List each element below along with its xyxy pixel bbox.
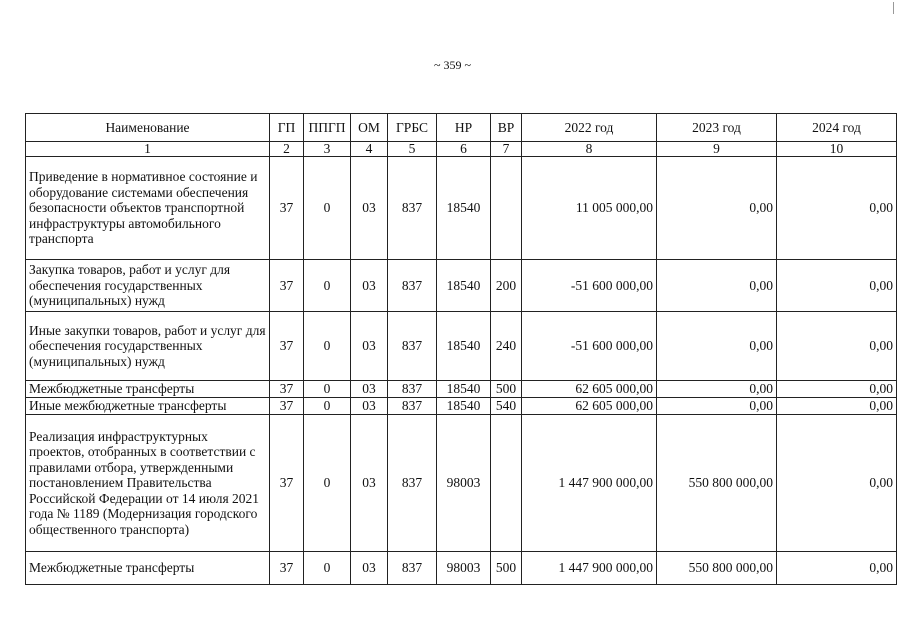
header-ppgp: ППГП <box>304 114 351 142</box>
column-number: 7 <box>491 142 522 157</box>
row-ppgp: 0 <box>304 381 351 398</box>
row-gp: 37 <box>270 312 304 381</box>
row-om: 03 <box>351 398 388 415</box>
table-row <box>26 415 897 552</box>
row-grbs: 837 <box>388 260 437 312</box>
row-2023: 0,00 <box>657 398 777 415</box>
row-2022: -51 600 000,00 <box>522 260 657 312</box>
row-grbs: 837 <box>388 552 437 585</box>
row-2023: 0,00 <box>657 260 777 312</box>
column-number: 4 <box>351 142 388 157</box>
header-gp: ГП <box>270 114 304 142</box>
row-ppgp: 0 <box>304 157 351 260</box>
table-row <box>26 398 897 415</box>
row-grbs: 837 <box>388 398 437 415</box>
row-gp: 37 <box>270 381 304 398</box>
row-2024: 0,00 <box>777 260 897 312</box>
scan-edge-mark <box>893 2 894 14</box>
row-2023: 0,00 <box>657 381 777 398</box>
row-nr: 18540 <box>437 260 491 312</box>
row-grbs: 837 <box>388 157 437 260</box>
table-row <box>26 157 897 260</box>
row-2023: 550 800 000,00 <box>657 552 777 585</box>
row-vr: 500 <box>491 552 522 585</box>
table-row <box>26 381 897 398</box>
row-nr: 18540 <box>437 398 491 415</box>
header-row <box>26 114 897 142</box>
row-om: 03 <box>351 552 388 585</box>
row-ppgp: 0 <box>304 398 351 415</box>
row-nr: 18540 <box>437 157 491 260</box>
header-2022: 2022 год <box>522 114 657 142</box>
row-2022: 62 605 000,00 <box>522 381 657 398</box>
row-gp: 37 <box>270 157 304 260</box>
row-2023: 550 800 000,00 <box>657 415 777 552</box>
row-vr <box>491 157 522 260</box>
row-grbs: 837 <box>388 381 437 398</box>
column-number: 10 <box>777 142 897 157</box>
header-2024: 2024 год <box>777 114 897 142</box>
row-om: 03 <box>351 381 388 398</box>
row-2024: 0,00 <box>777 312 897 381</box>
column-number: 6 <box>437 142 491 157</box>
column-number: 8 <box>522 142 657 157</box>
row-ppgp: 0 <box>304 260 351 312</box>
row-grbs: 837 <box>388 312 437 381</box>
header-om: ОМ <box>351 114 388 142</box>
row-vr: 240 <box>491 312 522 381</box>
row-grbs: 837 <box>388 415 437 552</box>
row-2023: 0,00 <box>657 312 777 381</box>
row-nr: 98003 <box>437 552 491 585</box>
row-2024: 0,00 <box>777 381 897 398</box>
row-vr <box>491 415 522 552</box>
table-row <box>26 260 897 312</box>
row-nr: 18540 <box>437 312 491 381</box>
row-name: Приведение в нормативное состояние и оборудование системами обеспечения безопасности объектов транспортной инфраструктуры автомобильного транспорта <box>26 157 270 260</box>
header-name: Наименование <box>26 114 270 142</box>
row-2022: -51 600 000,00 <box>522 312 657 381</box>
row-nr: 18540 <box>437 381 491 398</box>
header-vr: ВР <box>491 114 522 142</box>
row-2022: 62 605 000,00 <box>522 398 657 415</box>
row-2023: 0,00 <box>657 157 777 260</box>
row-gp: 37 <box>270 415 304 552</box>
row-gp: 37 <box>270 260 304 312</box>
column-number: 1 <box>26 142 270 157</box>
row-2024: 0,00 <box>777 415 897 552</box>
row-gp: 37 <box>270 398 304 415</box>
row-om: 03 <box>351 260 388 312</box>
header-nr: НР <box>437 114 491 142</box>
page-number: ~ 359 ~ <box>434 58 471 72</box>
table-row <box>26 552 897 585</box>
header-grbs: ГРБС <box>388 114 437 142</box>
row-ppgp: 0 <box>304 415 351 552</box>
header-2023: 2023 год <box>657 114 777 142</box>
row-name: Закупка товаров, работ и услуг для обеспечения государственных (муниципальных) нужд <box>26 260 270 312</box>
column-number: 3 <box>304 142 351 157</box>
row-name: Реализация инфраструктурных проектов, отобранных в соответствии с правилами отбора, утвержденными постановлением Правительства Российской Федерации от 14 июля 2021 года № 1189 (Модернизация городского общественного транспорта) <box>26 415 270 552</box>
budget-table <box>25 113 897 585</box>
row-om: 03 <box>351 415 388 552</box>
row-om: 03 <box>351 312 388 381</box>
row-om: 03 <box>351 157 388 260</box>
row-name: Иные закупки товаров, работ и услуг для обеспечения государственных (муниципальных) нужд <box>26 312 270 381</box>
row-2024: 0,00 <box>777 552 897 585</box>
column-number: 5 <box>388 142 437 157</box>
row-gp: 37 <box>270 552 304 585</box>
row-name: Иные межбюджетные трансферты <box>26 398 270 415</box>
column-number-row <box>26 142 897 157</box>
row-2024: 0,00 <box>777 398 897 415</box>
row-2022: 1 447 900 000,00 <box>522 415 657 552</box>
row-vr: 200 <box>491 260 522 312</box>
row-name: Межбюджетные трансферты <box>26 381 270 398</box>
row-2022: 1 447 900 000,00 <box>522 552 657 585</box>
table-row <box>26 312 897 381</box>
column-number: 9 <box>657 142 777 157</box>
row-ppgp: 0 <box>304 552 351 585</box>
row-2022: 11 005 000,00 <box>522 157 657 260</box>
row-vr: 500 <box>491 381 522 398</box>
row-name: Межбюджетные трансферты <box>26 552 270 585</box>
row-2024: 0,00 <box>777 157 897 260</box>
column-number: 2 <box>270 142 304 157</box>
row-vr: 540 <box>491 398 522 415</box>
row-ppgp: 0 <box>304 312 351 381</box>
row-nr: 98003 <box>437 415 491 552</box>
